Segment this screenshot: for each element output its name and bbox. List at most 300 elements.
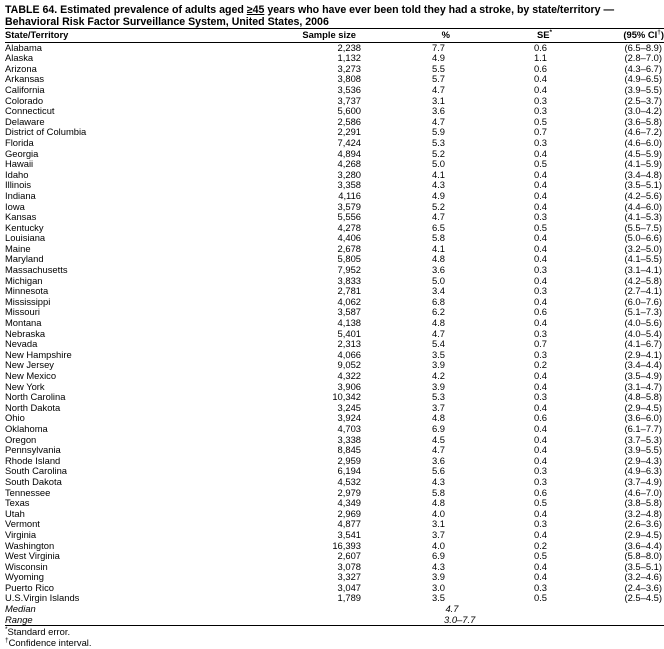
cell-se: 0.4 [533,433,547,445]
cell-size: 7,424 [337,136,361,148]
cell-se: 0.5 [533,158,547,170]
cell-pct: 6.8 [431,295,445,307]
table-row [5,106,664,117]
cell-ci: (4.5–5.9) [624,147,662,159]
cell-ci: (4.4–6.0) [624,200,662,212]
cell-se: 0.6 [533,486,547,498]
cell-pct: 5.2 [431,200,445,212]
cell-se: 0.4 [533,232,547,244]
cell-size: 3,047 [337,581,361,593]
cell-se: 0.5 [533,592,547,604]
cell-se: 0.6 [533,412,547,424]
table-row [5,445,664,456]
table-row [5,233,664,244]
cell-pct: 3.5 [431,348,445,360]
summary-label: Range [5,615,260,626]
table-row [5,435,664,446]
cell-se: 0.4 [533,200,547,212]
cell-size: 4,877 [337,518,361,530]
table-row [5,42,664,53]
cell-state: Kansas [5,211,37,223]
cell-ci: (2.5–4.5) [624,592,662,604]
cell-se: 0.4 [533,571,547,583]
se-footnote-mark: * [549,29,552,36]
cell-ci: (3.6–5.8) [624,115,662,127]
cell-pct: 5.7 [431,73,445,85]
cell-state: Texas [5,497,30,509]
cell-se: 0.7 [533,126,547,138]
table-row [5,424,664,435]
cell-ci: (6.0–7.6) [624,295,662,307]
cell-se: 0.2 [533,359,547,371]
table-row [5,583,664,594]
summary-row [5,615,664,626]
cell-size: 3,541 [337,528,361,540]
cell-ci: (4.1–6.7) [624,338,662,350]
cell-ci: (4.6–7.0) [624,486,662,498]
cell-se: 0.6 [533,306,547,318]
cell-state: Mississippi [5,295,51,307]
cell-pct: 5.4 [431,338,445,350]
table-row [5,498,664,509]
cell-se: 0.4 [533,274,547,286]
table-row [5,392,664,403]
cell-state: South Dakota [5,475,62,487]
cell-ci: (3.2–4.8) [624,507,662,519]
table-row [5,466,664,477]
cell-state: Nebraska [5,327,46,339]
cell-state: Maine [5,242,31,254]
cell-size: 3,579 [337,200,361,212]
table-row [5,593,664,604]
table-row [5,350,664,361]
cell-size: 3,924 [337,412,361,424]
table-row [5,307,664,318]
cell-se: 0.4 [533,295,547,307]
cell-state: Iowa [5,200,25,212]
cell-state: Missouri [5,306,40,318]
cell-ci: (4.2–5.8) [624,274,662,286]
cell-state: New Hampshire [5,348,72,360]
cell-size: 4,322 [337,370,361,381]
column-header-size: Sample size [260,29,364,43]
cell-ci: (2.4–3.6) [624,581,662,593]
cell-se: 0.4 [533,422,547,434]
cell-state: U.S.Virgin Islands [5,592,80,604]
column-header-se [460,29,562,43]
cell-size: 5,556 [337,211,361,223]
cell-pct: 4.2 [431,370,445,381]
cell-ci: (2.9–4.1) [624,348,662,360]
table-row [5,117,664,128]
cell-se: 0.3 [533,475,547,487]
cell-pct: 5.5 [431,62,445,74]
cell-size: 5,401 [337,327,361,339]
cell-state: Colorado [5,94,44,106]
cell-se: 0.4 [533,560,547,572]
cell-se: 0.4 [533,401,547,413]
cell-pct: 6.5 [431,221,445,233]
cell-state: Virginia [5,528,37,540]
cell-se: 0.3 [533,211,547,223]
table-row [5,360,664,371]
cell-se: 0.5 [533,497,547,509]
cell-pct: 4.1 [431,168,445,180]
cell-size: 9,052 [337,359,361,371]
cell-state: Idaho [5,168,29,180]
ci-label: (95% CI [623,29,658,40]
title-age: ≥45 [246,4,265,16]
cell-pct: 5.0 [431,158,445,170]
cell-size: 3,273 [337,62,361,74]
cell-size: 3,833 [337,274,361,286]
cell-pct: 4.3 [431,179,445,191]
empty-cell [562,604,664,615]
cell-state: Indiana [5,189,36,201]
cell-state: Louisiana [5,232,46,244]
cell-ci: (3.5–5.1) [624,179,662,191]
table-row [5,413,664,424]
table-row [5,159,664,170]
cell-size: 4,138 [337,317,361,329]
cell-ci: (4.1–5.3) [624,211,662,223]
cell-size: 4,062 [337,295,361,307]
table-title [5,4,636,28]
cell-pct: 3.6 [431,264,445,276]
cell-ci: (6.1–7.7) [624,422,662,434]
table-row [5,74,664,85]
cell-se: 0.3 [533,105,547,117]
cell-pct: 4.1 [431,242,445,254]
cell-size: 3,327 [337,571,361,583]
cell-size: 3,808 [337,73,361,85]
cell-size: 4,066 [337,348,361,360]
table-row [5,403,664,414]
cell-pct: 4.9 [431,189,445,201]
cell-ci: (4.9–6.3) [624,465,662,477]
cell-pct: 3.7 [431,401,445,413]
cell-ci: (2.9–4.5) [624,528,662,540]
footnote-mark: * [5,626,8,634]
data-table [5,28,664,626]
cell-ci: (3.4–4.8) [624,168,662,180]
cell-se: 0.3 [533,348,547,360]
cell-size: 6,194 [337,465,361,477]
cell-size: 1,132 [337,52,361,64]
cell-se: 0.4 [533,179,547,191]
cell-state: Georgia [5,147,39,159]
table-row [5,286,664,297]
ci-label-close: ) [660,29,664,40]
footnote-ci [5,638,636,649]
cell-state: Tennessee [5,486,51,498]
cell-se: 0.4 [533,83,547,95]
cell-size: 1,789 [337,592,361,604]
cell-size: 4,532 [337,475,361,487]
cell-state: Hawaii [5,158,34,170]
table-row [5,64,664,75]
cell-size: 2,959 [337,454,361,466]
cell-pct: 6.9 [431,422,445,434]
footnote-mark: † [5,637,9,645]
cell-state: Alabama [5,41,43,53]
cell-state: Alaska [5,52,34,64]
table-row [5,85,664,96]
title-line2: Behavioral Risk Factor Surveillance System, United States, 2006 [5,16,329,28]
cell-se: 0.4 [533,242,547,254]
cell-pct: 4.8 [431,317,445,329]
cell-se: 0.5 [533,221,547,233]
cell-size: 10,342 [332,391,361,403]
ci-footnote-mark: † [657,29,661,36]
summary-row [5,604,664,615]
cell-pct: 5.8 [431,232,445,244]
cell-size: 2,291 [337,126,361,138]
cell-pct: 3.9 [431,571,445,583]
cell-pct: 3.4 [431,285,445,297]
cell-size: 16,393 [332,539,361,551]
cell-state: Vermont [5,518,40,530]
cell-state: Rhode Island [5,454,61,466]
cell-state: Wyoming [5,571,44,583]
cell-size: 2,607 [337,550,361,562]
se-label: SE [536,29,550,40]
cell-se: 0.4 [533,73,547,85]
column-header-percent: % [364,29,460,43]
cell-pct: 7.7 [431,41,445,53]
cell-pct: 5.0 [431,274,445,286]
cell-ci: (3.6–6.0) [624,412,662,424]
cell-ci: (4.9–6.5) [624,73,662,85]
cell-ci: (3.5–4.9) [624,370,662,381]
table-row [5,509,664,520]
cell-pct: 4.5 [431,433,445,445]
cell-size: 3,587 [337,306,361,318]
empty-cell [260,604,364,615]
cell-pct: 3.5 [431,592,445,604]
cell-se: 0.3 [533,264,547,276]
cell-state: Minnesota [5,285,49,297]
footnote-text: Confidence interval. [8,637,92,649]
table-row [5,477,664,488]
cell-pct: 4.8 [431,412,445,424]
cell-pct: 4.0 [431,507,445,519]
cell-ci: (3.6–4.4) [624,539,662,551]
cell-pct: 4.3 [431,560,445,572]
cell-size: 2,979 [337,486,361,498]
cell-size: 2,781 [337,285,361,297]
cell-se: 0.4 [533,168,547,180]
cell-se: 0.4 [533,253,547,265]
cell-ci: (4.2–5.6) [624,189,662,201]
cell-pct: 4.9 [431,52,445,64]
title-part: TABLE 64. Estimated prevalence of adults aged [5,4,247,16]
empty-cell [260,615,364,626]
cell-ci: (3.1–4.7) [624,380,662,392]
cell-state: Connecticut [5,105,55,117]
empty-cell [460,604,562,615]
cell-se: 0.3 [533,136,547,148]
cell-size: 5,600 [337,105,361,117]
cell-state: North Dakota [5,401,61,413]
cell-state: District of Columbia [5,126,87,138]
table-row [5,244,664,255]
cell-pct: 5.9 [431,126,445,138]
cell-size: 3,078 [337,560,361,572]
cell-se: 0.4 [533,317,547,329]
cell-pct: 3.7 [431,528,445,540]
cell-ci: (3.7–5.3) [624,433,662,445]
cell-ci: (5.5–7.5) [624,221,662,233]
table-row [5,265,664,276]
cell-pct: 3.6 [431,105,445,117]
cell-state: Ohio [5,412,25,424]
table-row [5,530,664,541]
table-row [5,551,664,562]
table-row [5,254,664,265]
cell-pct: 6.9 [431,550,445,562]
cell-se: 0.4 [533,147,547,159]
cell-ci: (5.1–7.3) [624,306,662,318]
cell-ci: (3.9–5.5) [624,444,662,456]
cell-pct: 4.0 [431,539,445,551]
table-row [5,456,664,467]
cell-se: 0.7 [533,338,547,350]
cell-size: 4,116 [338,189,361,201]
cell-size: 4,349 [337,497,361,509]
cell-ci: (2.5–3.7) [624,94,662,106]
cell-ci: (4.3–6.7) [624,62,662,74]
cell-size: 3,245 [337,401,361,413]
cell-se: 0.4 [533,370,547,381]
cell-se: 0.5 [533,550,547,562]
cell-se: 0.3 [533,465,547,477]
cell-se: 0.3 [533,285,547,297]
cell-ci: (2.6–3.6) [624,518,662,530]
cell-ci: (6.5–8.9) [624,41,662,53]
cell-se: 0.4 [533,528,547,540]
cell-state: Maryland [5,253,44,265]
table-row [5,562,664,573]
table-row [5,202,664,213]
cell-pct: 4.3 [431,475,445,487]
cell-ci: (2.7–4.1) [624,285,662,297]
cell-ci: (4.1–5.5) [624,253,662,265]
cell-ci: (5.8–8.0) [624,550,662,562]
footnote-se [5,627,636,638]
cell-ci: (4.1–5.9) [624,158,662,170]
cell-se: 0.5 [533,115,547,127]
cell-se: 0.4 [533,380,547,392]
table-row [5,96,664,107]
cell-ci: (3.7–4.9) [624,475,662,487]
cell-pct: 3.0 [431,581,445,593]
header-row [5,29,664,43]
table-row [5,170,664,181]
cell-pct: 3.6 [431,454,445,466]
cell-pct: 4.8 [431,253,445,265]
cell-pct: 5.2 [431,147,445,159]
cell-pct: 4.8 [431,497,445,509]
cell-state: Montana [5,317,42,329]
summary-label: Median [5,603,36,615]
cell-size: 5,805 [337,253,361,265]
cell-ci: (3.2–4.6) [624,571,662,583]
cell-state: West Virginia [5,550,60,562]
table-row [5,138,664,149]
cell-ci: (3.4–4.4) [624,359,662,371]
cell-ci: (3.0–4.2) [624,105,662,117]
table-row [5,149,664,160]
table-row [5,339,664,350]
footnote-text: Standard error. [7,626,71,638]
cell-state: Massachusetts [5,264,68,276]
table-row [5,488,664,499]
cell-pct: 3.9 [431,359,445,371]
cell-pct: 5.3 [431,391,445,403]
cell-se: 0.4 [533,444,547,456]
column-header-ci [562,29,664,43]
table-row [5,127,664,138]
cell-ci: (2.9–4.5) [624,401,662,413]
title-part: years who have ever been told they had a stroke, by state/territory — [264,4,615,16]
cell-size: 3,338 [337,433,361,445]
cell-pct: 4.7 [431,211,445,223]
cell-state: Nevada [5,338,38,350]
summary-value: 4.7 [445,603,459,615]
cell-pct: 3.9 [431,380,445,392]
cell-state: New York [5,380,45,392]
table-row [5,318,664,329]
table-row [5,276,664,287]
cell-state: South Carolina [5,465,68,477]
cell-se: 1.1 [533,52,547,64]
cell-state: Pennsylvania [5,444,61,456]
cell-state: California [5,83,45,95]
cell-state: Illinois [5,179,32,191]
cell-ci: (4.8–5.8) [624,391,662,403]
table-row [5,371,664,382]
cell-pct: 4.7 [431,444,445,456]
cell-se: 0.4 [533,189,547,201]
cell-pct: 4.7 [431,83,445,95]
table-row [5,223,664,234]
empty-cell [460,615,562,626]
cell-state: New Jersey [5,359,54,371]
cell-size: 3,906 [337,380,361,392]
cell-state: Kentucky [5,221,44,233]
cell-se: 0.4 [533,454,547,466]
cell-se: 0.3 [533,327,547,339]
cell-size: 4,703 [337,422,361,434]
cell-ci: (4.6–6.0) [624,136,662,148]
cell-state: Washington [5,539,55,551]
cell-state: North Carolina [5,391,66,403]
cell-se: 0.2 [533,539,547,551]
summary-value: 3.0–7.7 [364,615,460,626]
table-row [5,541,664,552]
cell-ci: (3.1–4.1) [624,264,662,276]
cell-pct: 6.2 [431,306,445,318]
cell-state: Oregon [5,433,37,445]
cell-size: 3,536 [337,83,361,95]
table-row [5,519,664,530]
cell-state: New Mexico [5,370,57,381]
cell-ci: (3.2–5.0) [624,242,662,254]
cell-pct: 3.1 [431,94,445,106]
cell-state: Michigan [5,274,43,286]
empty-cell [562,615,664,626]
